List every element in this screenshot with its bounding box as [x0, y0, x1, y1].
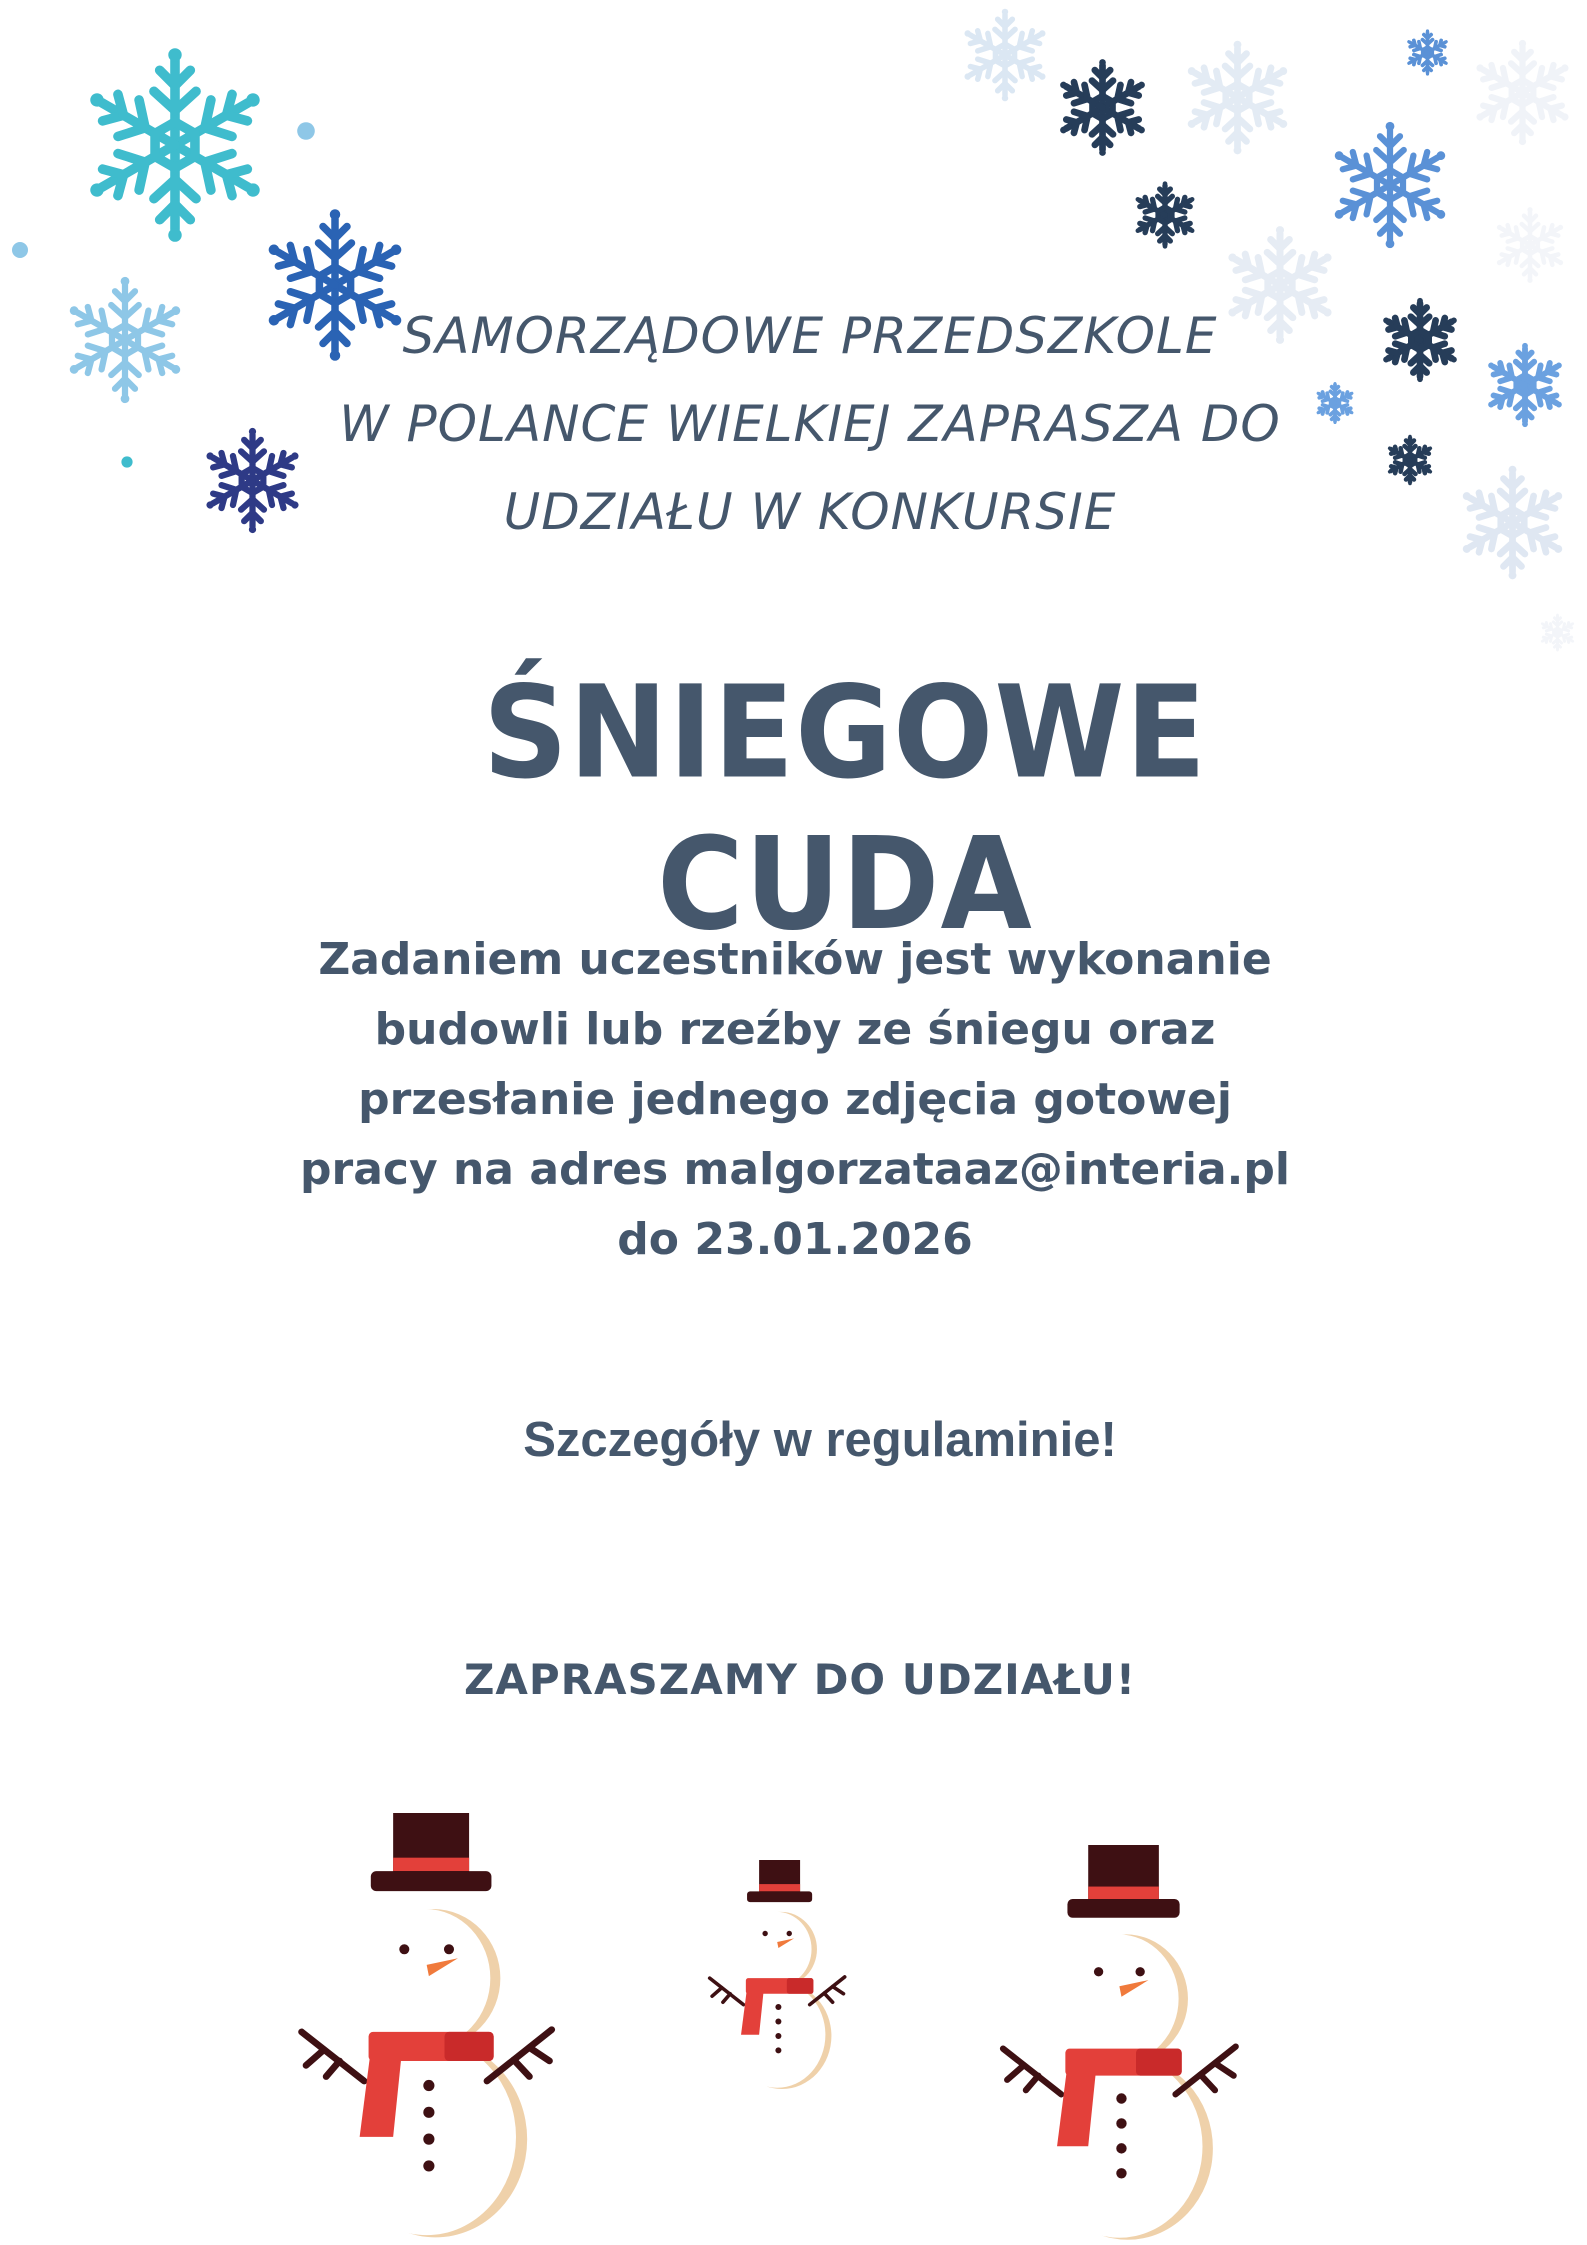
snowflake-dot-icon	[120, 455, 134, 469]
snowflake-icon	[1475, 335, 1575, 435]
snowflake-dot-icon	[10, 240, 30, 260]
snowflake-icon	[1170, 30, 1305, 165]
snowflake-icon	[1380, 430, 1440, 490]
snowflake-icon	[1460, 30, 1585, 155]
rules-note: Szczegóły w regulaminie!	[523, 1413, 1117, 1467]
contest-title: ŚNIEGOWE CUDA	[482, 657, 1208, 959]
description-line: przesłanie jednego zdjęcia gotowej	[358, 1074, 1232, 1125]
snowflake-icon	[1370, 290, 1470, 390]
snowman-icon	[265, 1813, 595, 2243]
snowflake-icon	[50, 265, 200, 415]
description-line: Zadaniem uczestników jest wykonanie	[318, 934, 1272, 985]
description-line: pracy na adres malgorzataaz@interia.pl	[300, 1144, 1290, 1195]
snowflake-icon	[1315, 110, 1465, 260]
snowflake-icon	[1485, 200, 1575, 290]
header-line: UDZIAŁU W KONKURSIE	[503, 483, 1117, 541]
snowflake-icon	[1400, 25, 1455, 80]
snowflake-icon	[190, 418, 315, 543]
invite-banner: ZAPRASZAMY DO UDZIAŁU!	[463, 1655, 1137, 1704]
snowflake-icon	[950, 0, 1060, 110]
contest-description	[250, 925, 1340, 1275]
header-line: W POLANCE WIELKIEJ ZAPRASZA DO	[339, 395, 1281, 453]
snowflake-icon	[1445, 455, 1580, 590]
snowman-icon	[970, 1845, 1275, 2245]
snowman-icon	[690, 1860, 868, 2092]
snowflake-icon	[1535, 610, 1580, 655]
header-line: SAMORZĄDOWE PRZEDSZKOLE	[402, 307, 1218, 365]
snowflake-icon	[1045, 50, 1160, 165]
snowflake-icon	[1125, 175, 1205, 255]
description-line: budowli lub rzeźby ze śniegu oraz	[374, 1004, 1216, 1055]
snowflake-dot-icon	[295, 120, 317, 142]
description-line: do 23.01.2026	[617, 1214, 973, 1265]
organizer-invitation	[330, 292, 1290, 556]
snowflake-icon	[1310, 378, 1360, 428]
